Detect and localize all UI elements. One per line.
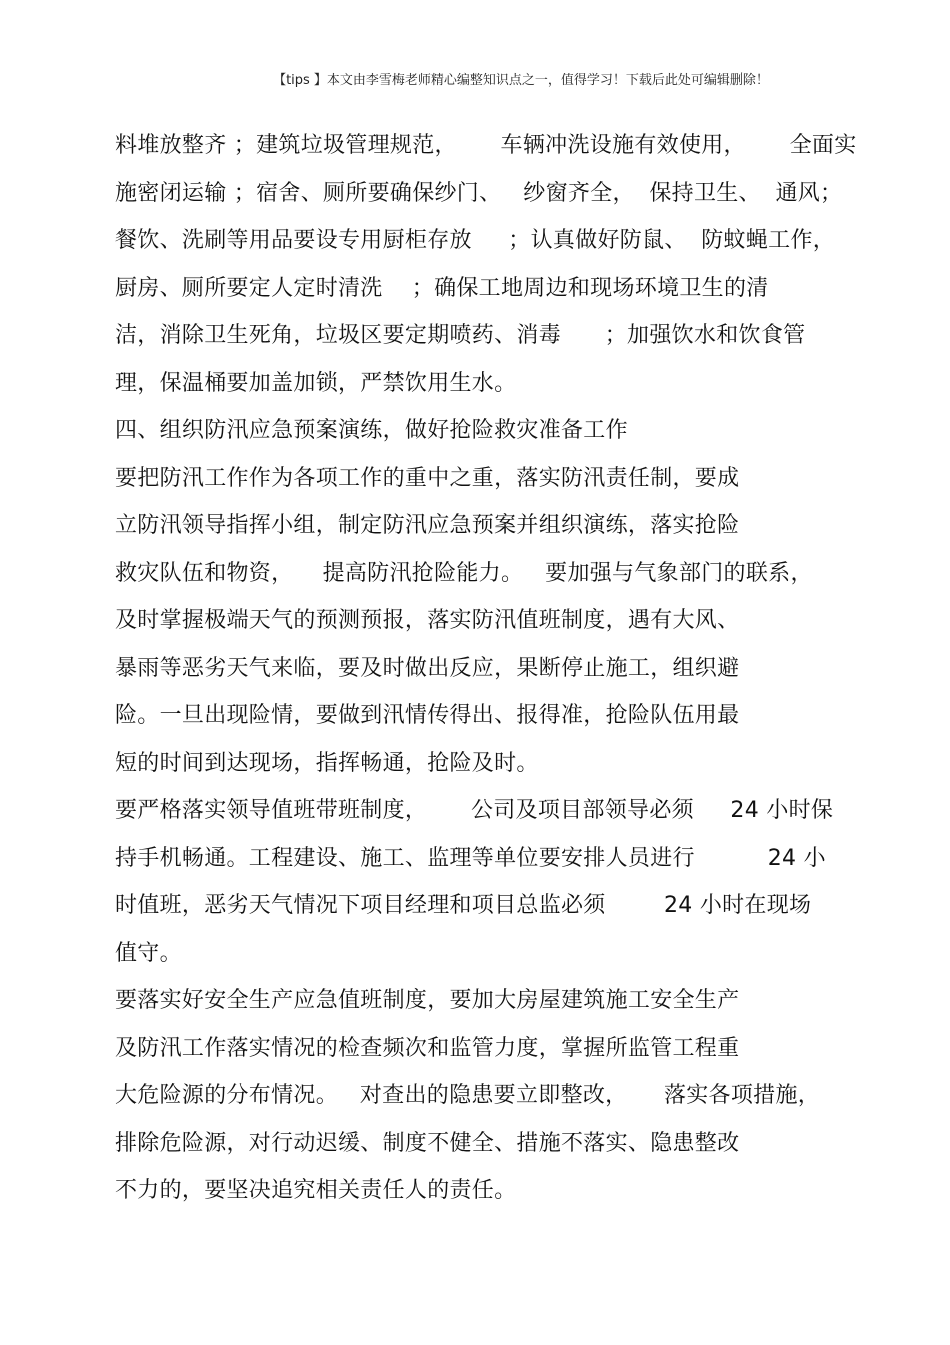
text-line: 厨房、厕所要定人定时清洗 ；确保工地周边和现场环境卫生的清 bbox=[115, 275, 769, 301]
text-line: 值守。 bbox=[115, 940, 182, 966]
text-line: 及防汛工作落实情况的检查频次和监管力度，掌握所监管工程重 bbox=[115, 1035, 740, 1061]
text-line: 要落实好安全生产应急值班制度，要加大房屋建筑施工安全生产 bbox=[115, 988, 740, 1013]
text-line: 餐饮、洗刷等用品要设专用厨柜存放 ；认真做好防鼠、 防蚊蝇工作， bbox=[115, 228, 836, 253]
text-line: 大危险源的分布情况。 对查出的隐患要立即整改， 落实各项措施， bbox=[115, 1083, 821, 1108]
text-line: 要把防汛工作作为各项工作的重中之重，落实防汛责任制，要成 bbox=[115, 465, 740, 491]
text-line: 排除危险源，对行动迟缓、制度不健全、措施不落实、隐患整改 bbox=[115, 1130, 740, 1156]
text-line: 及时掌握极端天气的预测预报，落实防汛值班制度，遇有大风、 bbox=[115, 608, 740, 633]
page-header-tips: 【tips 】本文由李雪梅老师精心编整知识点之一，值得学习！下载后此处可编辑删除！ bbox=[273, 73, 769, 88]
text-line: 理，保温桶要加盖加锁，严禁饮用生水。 bbox=[115, 370, 517, 396]
section-heading: 四、组织防汛应急预案演练，做好抢险救灾准备工作 bbox=[115, 418, 628, 443]
text-line: 救灾队伍和物资， 提高防汛抢险能力。 要加强与气象部门的联系， bbox=[115, 560, 813, 586]
text-line: 持手机畅通。工程建设、施工、监理等单位要安排人员进行 24 小 bbox=[115, 845, 826, 871]
text-line: 险。一旦出现险情，要做到汛情传得出、报得准，抢险队伍用最 bbox=[115, 703, 740, 728]
text-line: 要严格落实领导值班带班制度， 公司及项目部领导必须 24 小时保 bbox=[115, 798, 834, 823]
document-body bbox=[115, 122, 857, 1215]
text-line: 洁，消除卫生死角，垃圾区要定期喷药、消毒 ；加强饮水和饮食管 bbox=[115, 323, 806, 348]
text-line: 不力的，要坚决追究相关责任人的责任。 bbox=[115, 1178, 517, 1203]
text-line: 施密闭运输 ；宿舍、厕所要确保纱门、 纱窗齐全， 保持卫生、 通风； bbox=[115, 180, 843, 206]
text-line: 立防汛领导指挥小组，制定防汛应急预案并组织演练，落实抢险 bbox=[115, 513, 740, 538]
text-line: 料堆放整齐 ；建筑垃圾管理规范， 车辆冲洗设施有效使用， 全面实 bbox=[115, 133, 857, 158]
text-line: 暴雨等恶劣天气来临，要及时做出反应，果断停止施工，组织避 bbox=[115, 655, 740, 681]
text-line: 时值班，恶劣天气情况下项目经理和项目总监必须 24 小时在现场 bbox=[115, 893, 812, 918]
text-line: 短的时间到达现场，指挥畅通，抢险及时。 bbox=[115, 750, 539, 776]
